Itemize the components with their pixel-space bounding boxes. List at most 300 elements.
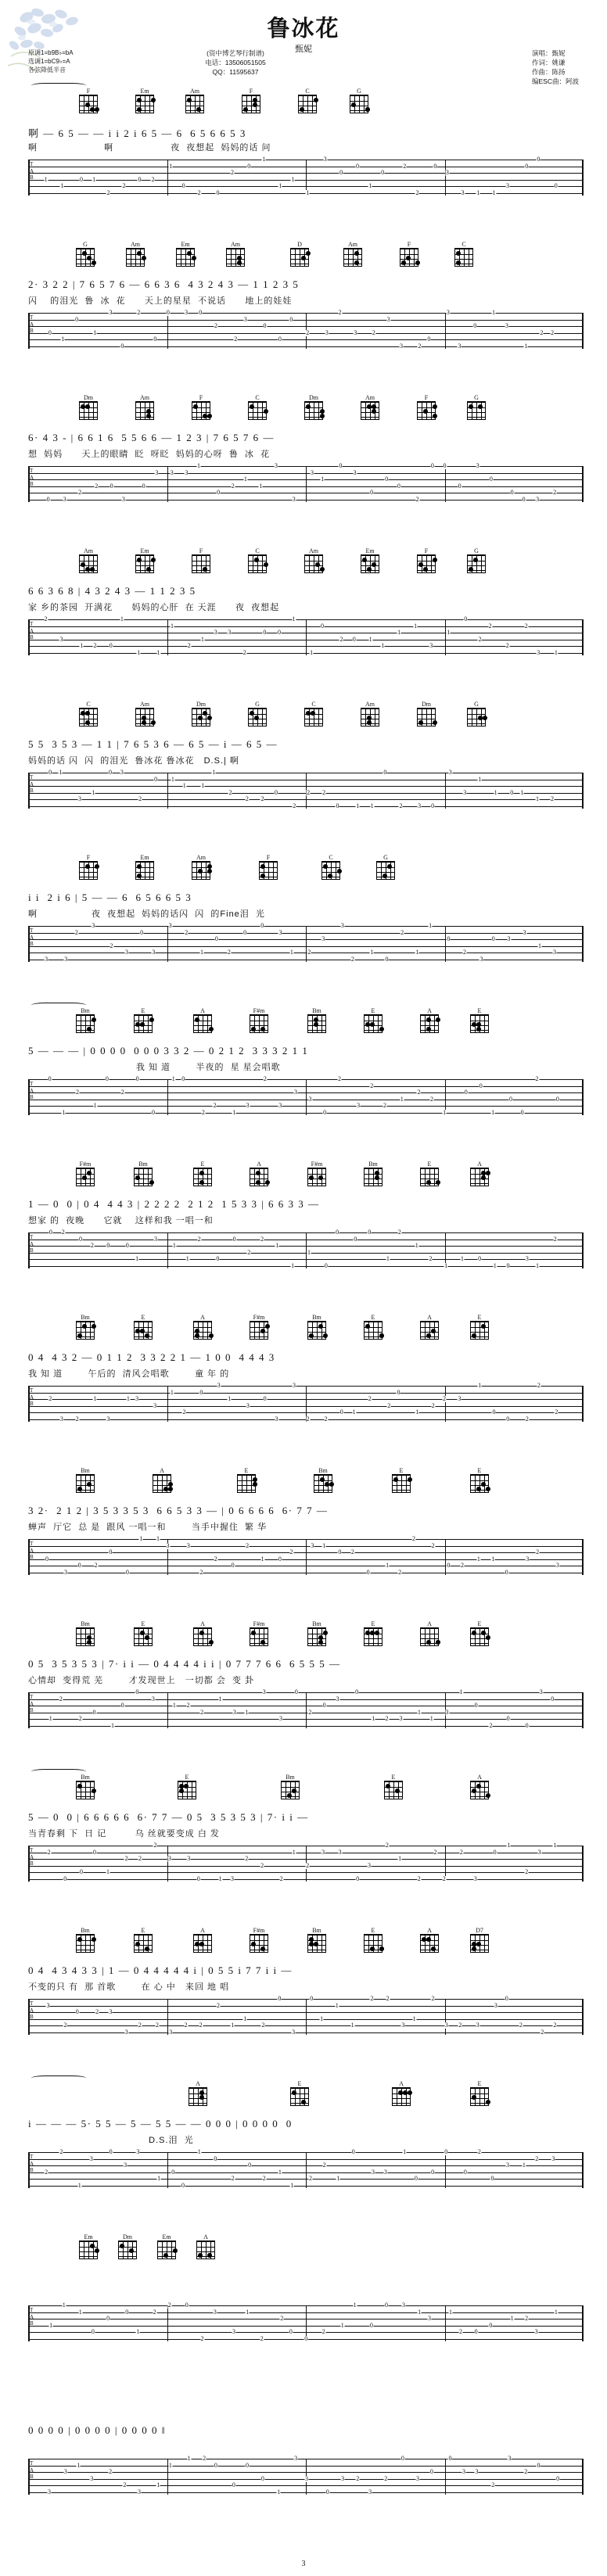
tab-fret-number: 1: [171, 775, 174, 783]
chord-diagram[interactable]: [466, 1620, 493, 1646]
finger-dot: [207, 864, 212, 869]
chord-diagram[interactable]: [416, 1007, 443, 1033]
chord-diagram[interactable]: [188, 547, 214, 573]
chord-diagram[interactable]: [149, 1467, 175, 1493]
finger-dot: [481, 1482, 486, 1487]
tab-staff: [28, 2455, 584, 2495]
tab-staff: [28, 1535, 584, 1576]
tab-fret-number: 2: [459, 1848, 463, 1856]
tab-fret-number: 2: [245, 1855, 249, 1863]
tab-fret-number: 3: [386, 315, 390, 323]
chord-diagram[interactable]: [72, 1620, 99, 1646]
fretboard-grid: [248, 401, 267, 420]
fretboard-grid: [178, 1781, 196, 1799]
finger-dot: [476, 1027, 481, 1031]
tab-fret-number: 3: [354, 328, 357, 336]
chord-name: F#m: [311, 1161, 323, 1168]
meta-left-line-3: 各弦降低半音: [28, 66, 66, 74]
chord-diagram[interactable]: [304, 1620, 330, 1646]
chord-diagram[interactable]: [189, 1161, 216, 1186]
chord-diagram[interactable]: [75, 394, 102, 420]
finger-dot: [306, 251, 311, 256]
chord-diagram[interactable]: [360, 1927, 386, 1953]
tab-fret-number: 0: [324, 1262, 328, 1269]
chord-diagram[interactable]: [294, 88, 321, 113]
chord-diagram[interactable]: [131, 854, 158, 880]
tab-fret-number: 1: [92, 175, 96, 183]
tab-fret-number: 0: [351, 2148, 355, 2155]
tab-fret-number: 3: [537, 649, 541, 656]
chord-diagram[interactable]: [277, 1774, 304, 1799]
numbered-notation: 3 2· 2 1 2 | 3 5 3 3 5 3 6 6 5 3 3 — | 0 6 6 6 6 6· 7 7 —: [28, 1505, 329, 1516]
bar-line: [28, 1692, 30, 1728]
finger-dot: [433, 414, 437, 418]
tab-fret-number: 1: [478, 1382, 482, 1389]
finger-dot: [146, 409, 151, 414]
finger-dot: [472, 2095, 476, 2100]
fretboard-grid: [250, 1934, 268, 1953]
tab-fret-number: 2: [535, 1075, 539, 1082]
chord-diagram[interactable]: [188, 701, 214, 727]
finger-dot: [146, 414, 151, 418]
chord-diagram[interactable]: [466, 1774, 493, 1799]
chord-diagram[interactable]: [360, 1161, 386, 1186]
tab-fret-number: 2: [59, 2148, 63, 2155]
chord-diagram[interactable]: [75, 88, 102, 113]
tab-fret-number: 1: [306, 189, 310, 196]
chord-diagram[interactable]: [233, 1467, 260, 1493]
finger-dot: [362, 558, 367, 562]
tab-fret-number: 2: [460, 1562, 464, 1570]
chord-diagram-row: [28, 88, 584, 119]
chord-diagram[interactable]: [413, 547, 440, 573]
fretboard-grid: [307, 1014, 326, 1033]
tab-fret-number: 1: [111, 1722, 115, 1729]
tab-fret-number: 2: [306, 1415, 310, 1423]
finger-dot: [137, 874, 142, 878]
chord-diagram[interactable]: [388, 2080, 415, 2106]
bar-line: [445, 2152, 446, 2188]
chord-diagram[interactable]: [304, 1314, 330, 1340]
finger-dot: [486, 1171, 490, 1175]
chord-diagram[interactable]: [244, 394, 271, 420]
lyrics-line: 心情却 变得荒 芜 才发现世上 一切都 会 变 卦: [28, 1676, 255, 1685]
tab-fret-number: 3: [59, 635, 63, 643]
fretboard-grid: [76, 1474, 95, 1493]
fretboard-grid: [304, 708, 323, 727]
finger-dot: [354, 251, 359, 256]
chord-diagram[interactable]: [189, 1007, 216, 1033]
chord-diagram[interactable]: [466, 2080, 493, 2106]
chord-diagram[interactable]: [72, 1774, 99, 1799]
chord-diagram[interactable]: [466, 1161, 493, 1186]
tab-fret-number: 2: [153, 1842, 157, 1849]
chord-diagram[interactable]: [463, 701, 490, 727]
chord-diagram[interactable]: [185, 2080, 211, 2106]
chord-diagram[interactable]: [246, 1007, 272, 1033]
tab-fret-number: 1: [172, 1242, 176, 1250]
tab-fret-number: 1: [491, 1109, 495, 1116]
chord-diagram[interactable]: [153, 2233, 180, 2259]
chord-diagram[interactable]: [131, 547, 158, 573]
tab-fret-number: 1: [291, 1262, 295, 1269]
fretboard-grid: [76, 248, 95, 267]
tab-fret-number: 0: [120, 1702, 124, 1710]
chord-diagram[interactable]: [189, 1620, 216, 1646]
tab-fret-number: 2: [228, 788, 232, 796]
tab-fret-number: 3: [121, 496, 125, 503]
finger-dot: [383, 874, 387, 878]
finger-dot: [379, 1027, 384, 1031]
chord-diagram[interactable]: [72, 1314, 99, 1340]
finger-dot: [472, 1631, 476, 1635]
tab-fret-number: 3: [232, 2328, 235, 2336]
tab-fret-number: 2: [197, 1235, 201, 1243]
chord-diagram[interactable]: [122, 241, 149, 267]
chord-diagram[interactable]: [130, 1161, 156, 1186]
tab-fret-number: 3: [45, 956, 48, 963]
tab-staff: [28, 309, 584, 350]
fretboard-grid: [189, 2087, 207, 2106]
chord-diagram[interactable]: [300, 547, 327, 573]
chord-name: D: [297, 241, 302, 248]
tab-fret-number: 0: [464, 1089, 468, 1096]
bar-line: [582, 466, 584, 502]
fretboard-grid: [307, 1321, 326, 1340]
chord-diagram[interactable]: [388, 1467, 415, 1493]
chord-diagram[interactable]: [189, 1314, 216, 1340]
finger-dot: [196, 107, 201, 112]
tab-fret-number: 2: [403, 162, 407, 170]
tab-fret-number: 2: [245, 795, 249, 803]
finger-dot: [207, 716, 212, 720]
tab-fret-number: 0: [216, 1255, 220, 1263]
chord-diagram[interactable]: [286, 241, 313, 267]
tab-fret-number: 2: [478, 635, 482, 643]
tab-fret-number: 3: [109, 309, 113, 316]
finger-dot: [408, 1477, 412, 1482]
fretboard-grid: [79, 708, 98, 727]
tab-fret-number: 0: [323, 1109, 327, 1116]
chord-diagram[interactable]: [238, 88, 264, 113]
chord-diagram[interactable]: [360, 1314, 386, 1340]
chord-diagram[interactable]: [463, 547, 490, 573]
tab-fret-number: 1: [381, 642, 385, 650]
chord-diagram-row: [28, 1314, 584, 1345]
fretboard-grid: [248, 708, 267, 727]
tab-fret-number: 3: [416, 2474, 419, 2482]
chord-name: Em: [140, 547, 149, 554]
finger-dot: [198, 716, 203, 720]
finger-dot: [95, 107, 99, 112]
chord-diagram[interactable]: [318, 854, 344, 880]
chord-diagram[interactable]: [130, 1007, 156, 1033]
tab-fret-number: 0: [216, 189, 220, 196]
chord-diagram[interactable]: [114, 2233, 141, 2259]
bar-line: [167, 466, 168, 502]
tab-clef: T A B: [30, 2154, 34, 2174]
chord-diagram[interactable]: [75, 701, 102, 727]
chord-name: F: [424, 547, 429, 554]
chord-diagram[interactable]: [72, 1161, 99, 1186]
tab-fret-number: 3: [458, 343, 462, 350]
chord-diagram[interactable]: [131, 88, 158, 113]
chord-diagram[interactable]: [466, 1467, 493, 1493]
chord-diagram[interactable]: [360, 1620, 386, 1646]
bar-line: [582, 619, 584, 655]
chord-diagram[interactable]: [346, 88, 372, 113]
fretboard-grid: [185, 95, 204, 113]
chord-diagram[interactable]: [372, 854, 399, 880]
fretboard-grid: [135, 861, 154, 880]
tab-fret-number: 3: [462, 2468, 465, 2476]
finger-dot: [137, 864, 142, 869]
bar-line: [582, 1232, 584, 1268]
chord-diagram[interactable]: [246, 1161, 272, 1186]
chord-diagram[interactable]: [466, 1927, 493, 1953]
tab-fret-number: 0: [555, 1095, 559, 1103]
chord-name: A: [160, 1467, 164, 1474]
chord-diagram[interactable]: [300, 394, 327, 420]
chord-diagram[interactable]: [451, 241, 477, 267]
chord-diagram[interactable]: [304, 1927, 330, 1953]
chord-diagram[interactable]: [181, 88, 208, 113]
tab-fret-number: 0: [522, 496, 526, 503]
tab-fret-number: 3: [168, 922, 172, 929]
tab-fret-number: 2: [90, 1242, 94, 1250]
tab-fret-number: 0: [444, 2148, 448, 2155]
tab-fret-number: 1: [510, 2315, 514, 2323]
chord-diagram[interactable]: [192, 2233, 219, 2259]
chord-name: E: [244, 1467, 249, 1474]
tab-fret-number: 0: [153, 335, 157, 343]
tab-fret-number: 3: [278, 928, 282, 936]
tab-fret-number: 1: [62, 1109, 66, 1116]
chord-diagram[interactable]: [174, 1774, 200, 1799]
tab-fret-number: 1: [262, 156, 266, 163]
chord-diagram[interactable]: [244, 547, 271, 573]
chord-name: Em: [84, 2233, 93, 2241]
chord-diagram[interactable]: [255, 854, 282, 880]
finger-dot: [184, 1784, 189, 1788]
finger-dot: [251, 1942, 256, 1946]
finger-dot: [142, 720, 146, 725]
tab-fret-number: 3: [63, 2468, 67, 2476]
chord-name: C: [255, 394, 260, 401]
chord-diagram[interactable]: [246, 1314, 272, 1340]
fretboard-grid: [135, 708, 154, 727]
tab-fret-number: 2: [535, 2154, 539, 2162]
tab-fret-number: 2: [459, 2328, 463, 2336]
chord-diagram[interactable]: [380, 1774, 407, 1799]
chord-name: C: [305, 88, 310, 95]
finger-dot: [95, 864, 99, 869]
finger-dot: [472, 1788, 476, 1793]
bar-line: [28, 160, 30, 196]
chord-diagram-row: [28, 1927, 584, 1958]
tab-fret-number: 1: [60, 182, 64, 190]
tab-fret-number: 2: [75, 1415, 79, 1423]
tab-fret-number: 3: [186, 1541, 190, 1549]
finger-dot: [81, 404, 85, 409]
bar-line: [167, 2305, 168, 2341]
bar-line: [167, 1232, 168, 1268]
chord-diagram[interactable]: [357, 547, 383, 573]
tab-fret-number: 3: [321, 935, 325, 943]
chord-diagram[interactable]: [463, 394, 490, 420]
finger-dot: [481, 1324, 486, 1329]
chord-diagram[interactable]: [304, 1161, 330, 1186]
chord-diagram[interactable]: [413, 701, 440, 727]
chord-diagram-row: [28, 1620, 584, 1652]
bar-line: [582, 2152, 584, 2188]
chord-diagram[interactable]: [72, 1467, 99, 1493]
lyrics-line: 家 乡的茶园 开满花 妈妈的心肝 在 天涯 夜 夜想起: [28, 603, 280, 612]
chord-diagram[interactable]: [246, 1927, 272, 1953]
chord-diagram[interactable]: [244, 701, 271, 727]
chord-diagram[interactable]: [466, 1007, 493, 1033]
fretboard-grid: [134, 1321, 153, 1340]
tab-fret-number: 0: [397, 482, 400, 490]
chord-diagram[interactable]: [304, 1007, 330, 1033]
chord-name: E: [477, 1620, 482, 1627]
chord-diagram[interactable]: [466, 1314, 493, 1340]
tab-fret-number: 1: [49, 2321, 53, 2329]
lyricist-line: 作词：姚谦: [532, 59, 566, 66]
chord-diagram[interactable]: [188, 854, 214, 880]
chord-diagram[interactable]: [189, 1927, 216, 1953]
tab-fret-number: 0: [478, 1255, 482, 1263]
chord-name: A: [399, 2080, 404, 2087]
finger-dot: [260, 1946, 265, 1951]
chord-name: E: [427, 1161, 432, 1168]
tab-fret-number: 3: [311, 468, 314, 476]
finger-dot: [209, 1640, 214, 1645]
tab-fret-number: 3: [279, 1715, 283, 1723]
chord-name: E: [477, 1007, 482, 1014]
chord-diagram[interactable]: [396, 241, 422, 267]
finger-dot: [314, 1942, 318, 1946]
finger-dot: [92, 1017, 96, 1022]
finger-dot: [85, 102, 90, 107]
finger-dot: [301, 2100, 306, 2104]
bar-line: [445, 466, 446, 502]
fretboard-grid: [307, 1627, 326, 1646]
tab-fret-number: 0: [138, 175, 142, 183]
tab-fret-number: 0: [140, 928, 144, 936]
page-number: 3: [301, 2560, 306, 2568]
tab-fret-number: 3: [228, 629, 232, 637]
chord-diagram[interactable]: [310, 1467, 336, 1493]
chord-diagram[interactable]: [246, 1620, 272, 1646]
chord-diagram[interactable]: [130, 1927, 156, 1953]
tab-fret-number: 1: [444, 1262, 448, 1269]
chord-diagram[interactable]: [357, 394, 383, 420]
tab-fret-number: 3: [292, 496, 296, 503]
tab-fret-number: 1: [335, 2001, 339, 2009]
tab-clef: T A B: [30, 774, 34, 795]
chord-diagram[interactable]: [360, 1007, 386, 1033]
chord-diagram[interactable]: [75, 854, 102, 880]
tab-fret-number: 3: [305, 2474, 308, 2482]
chord-diagram[interactable]: [416, 1314, 443, 1340]
tab-fret-number: 0: [431, 802, 435, 809]
tab-fret-number: 3: [367, 1861, 371, 1869]
tab-fret-number: 0: [63, 1875, 67, 1882]
tab-fret-number: 1: [310, 649, 314, 656]
bar-line: [28, 1079, 30, 1115]
tab-fret-number: 0: [525, 1722, 529, 1729]
tab-fret-number: 2: [137, 309, 141, 316]
numbered-notation: 6 6 3 6 8 | 4 3 2 4 3 — 1 1 2 3 5: [28, 585, 196, 597]
chord-diagram[interactable]: [339, 241, 366, 267]
finger-dot: [145, 1333, 149, 1338]
tab-fret-number: 1: [290, 2182, 294, 2189]
tab-fret-number: 2: [442, 1395, 446, 1403]
tab-fret-number: 1: [168, 2461, 172, 2469]
chord-diagram[interactable]: [172, 241, 199, 267]
chord-diagram[interactable]: [72, 1927, 99, 1953]
chord-name: Am: [365, 701, 375, 708]
chord-diagram[interactable]: [416, 1927, 443, 1953]
finger-dot: [251, 1027, 256, 1031]
finger-dot: [365, 1324, 370, 1329]
tab-fret-number: 1: [429, 922, 433, 929]
chord-diagram[interactable]: [131, 701, 158, 727]
tab-fret-number: 0: [46, 496, 50, 503]
tab-fret-number: 1: [321, 475, 325, 483]
bar-line: [167, 2152, 168, 2188]
chord-diagram[interactable]: [222, 241, 249, 267]
chord-diagram[interactable]: [72, 1007, 99, 1033]
tab-fret-number: 2: [182, 1408, 186, 1416]
tab-fret-number: 0: [336, 802, 339, 809]
chord-diagram[interactable]: [300, 701, 327, 727]
chord-diagram[interactable]: [75, 547, 102, 573]
chord-diagram[interactable]: [130, 1620, 156, 1646]
chord-diagram[interactable]: [72, 241, 99, 267]
tab-fret-number: 3: [506, 2162, 509, 2169]
chord-diagram[interactable]: [416, 1620, 443, 1646]
chord-diagram-row: [28, 1161, 584, 1192]
chord-diagram[interactable]: [130, 1314, 156, 1340]
chord-diagram[interactable]: [413, 394, 440, 420]
finger-dot: [426, 1017, 431, 1022]
finger-dot: [254, 558, 259, 562]
tab-fret-number: 1: [170, 1388, 174, 1396]
chord-diagram[interactable]: [131, 394, 158, 420]
chord-diagram-row: [28, 241, 584, 272]
tab-fret-number: 2: [477, 2148, 481, 2155]
finger-dot: [486, 1487, 490, 1491]
chord-diagram[interactable]: [357, 701, 383, 727]
tab-fret-number: 1: [231, 2022, 235, 2029]
chord-diagram[interactable]: [416, 1161, 443, 1186]
tab-fret-number: 2: [47, 1848, 51, 1856]
finger-dot: [320, 414, 325, 418]
tab-fret-number: 0: [458, 482, 462, 490]
tab-fret-number: 3: [169, 2029, 173, 2036]
tab-fret-number: 2: [458, 2022, 462, 2029]
tab-clef: T A B: [30, 1387, 34, 1408]
tab-staff: [28, 2148, 584, 2189]
chord-diagram[interactable]: [286, 2080, 313, 2106]
tab-fret-number: 1: [400, 1095, 404, 1103]
chord-diagram[interactable]: [188, 394, 214, 420]
tab-fret-number: 3: [151, 1695, 155, 1702]
chord-diagram[interactable]: [75, 2233, 102, 2259]
tab-fret-number: 2: [307, 788, 311, 796]
